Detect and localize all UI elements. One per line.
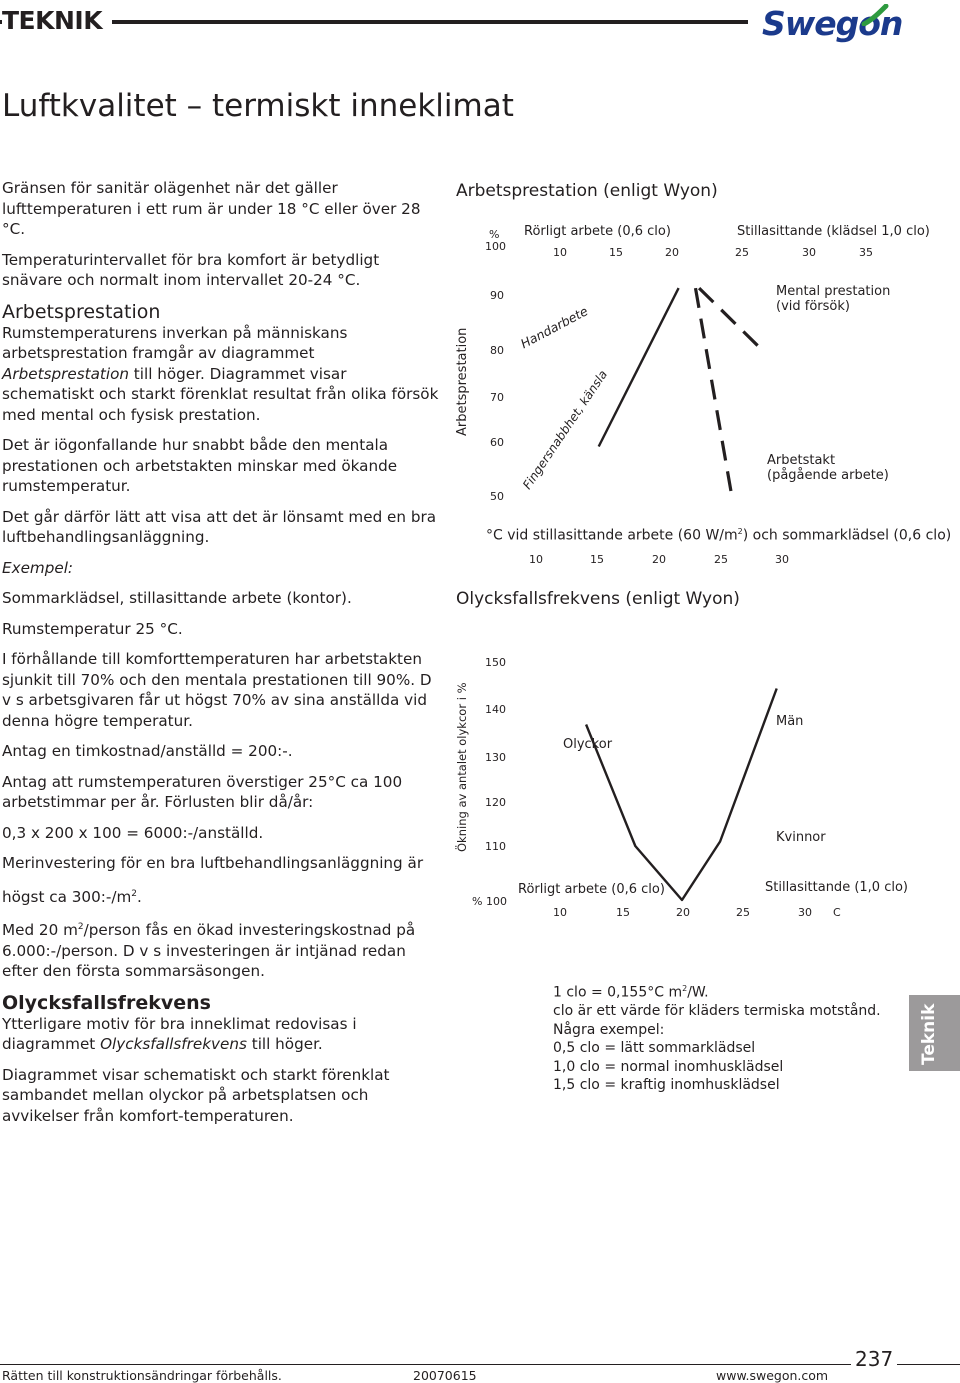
chart2-title: Olycksfallsfrekvens (enligt Wyon)	[456, 589, 740, 609]
chart2-y-tick: 120	[485, 796, 506, 809]
chart2-x-tick: 15	[616, 906, 630, 919]
chart2-y-bottom: % 100	[472, 895, 507, 908]
note-line: 1 clo = 0,155°C $m^2/W$.	[553, 984, 709, 1001]
paragraph: Ytterligare motiv för bra inneklimat redovisas i diagrammet Olycksfallsfrekvens till höger.	[2, 1014, 357, 1054]
footer-date: 20070615	[413, 1368, 477, 1383]
chart1-annotation-mental-sub: (vid försök)	[776, 299, 850, 314]
footer-disclaimer: Rätten till konstruktionsändringar förbehålls.	[2, 1368, 282, 1383]
paragraph: Det går därför lätt att visa att det är lönsamt med en bra luftbehandlingsanläggning.	[2, 507, 437, 546]
chart1-top-tick: 30	[802, 246, 816, 259]
chart2-series-0	[586, 689, 777, 901]
chart1-annotation-mental: Mental prestation	[776, 284, 891, 299]
chart1-y-tick: 50	[490, 490, 504, 503]
chart2-y-axis-label: Ökning av antalet olykcor i %	[455, 682, 469, 852]
chart2-bottom-right-label: Stillasittande (1,0 clo)	[765, 880, 908, 895]
chart1-top-tick: 35	[859, 246, 873, 259]
paragraph: Sommarklädsel, stillasittande arbete (kontor).	[2, 589, 352, 607]
chart1-y-axis-label: Arbetsprestation	[455, 327, 470, 436]
chart2-x-tick: 25	[736, 906, 750, 919]
chart2-x-unit: C	[833, 906, 841, 919]
chart1-top-right-label: Stillasittande (klädsel 1,0 clo)	[737, 224, 930, 239]
section-label: TEKNIK	[2, 6, 112, 35]
paragraph: högst ca $300:-/m^2$.	[2, 887, 142, 906]
chart1-y-tick: 90	[490, 289, 504, 302]
side-tab-label: Teknik	[919, 1003, 939, 1065]
chart2-y-tick: 150	[485, 656, 506, 669]
chart2-y-tick: 110	[485, 840, 506, 853]
chart2-x-tick: 20	[676, 906, 690, 919]
footer-website: www.swegon.com	[716, 1368, 829, 1383]
chart1-top-tick: 20	[665, 246, 679, 259]
paragraph: Diagrammet visar schematiskt och starkt förenklat sambandet mellan olyckor på arbetsplatsen och avvikelser från komfort-temperaturen.	[2, 1065, 390, 1125]
footer-rule	[0, 1364, 960, 1365]
chart2-annotation-kvinnor: Kvinnor	[776, 830, 826, 845]
note-line: Några exempel:	[553, 1021, 665, 1038]
paragraph: Antag en timkostnad/anställd = 200:-.	[2, 742, 293, 760]
paragraph: Rumstemperatur 25 °C.	[2, 619, 183, 638]
clo-notes	[553, 980, 881, 1095]
paragraph: Merinvestering för en bra luftbehandlingsanläggning är	[2, 854, 424, 872]
chart1-top-tick: 15	[609, 246, 623, 259]
chart1-y-unit: %	[489, 228, 500, 241]
note-line: 1,5 clo = kraftig inomhusklädsel	[553, 1077, 780, 1094]
heading-arbetsprestation: Arbetsprestation	[2, 300, 161, 323]
chart1-x-tick: 10	[529, 553, 543, 566]
chart2-y-tick: 140	[485, 703, 506, 716]
paragraph: Temperaturintervallet för bra komfort är betydligt snävare och normalt inom intervallet 20-24 °C.	[2, 250, 380, 289]
chart2-annotation-man: Män	[776, 714, 804, 729]
paragraph: Rumstemperaturens inverkan på människans arbetsprestation framgår av diagrammet Arbetsprestation till höger. Diagrammet visar schematiskt och starkt förenklat resultat från olika försök med mental och fysisk prestation.	[2, 323, 439, 424]
chart1-y-tick: 60	[490, 436, 504, 449]
chart1-top-tick: 25	[735, 246, 749, 259]
paragraph: Med 20 $m^2$/person fås en ökad investeringskostnad på 6.000:-/person. D v s investeringen är intjänad redan efter den första sommarsäsongen.	[2, 921, 416, 981]
paragraph: Det är iögonfallande hur snabbt både den mentala prestationen och arbetstakten minskar med ökande rumstemperatur.	[2, 436, 398, 495]
chart1-y-tick: 100	[485, 240, 506, 253]
chart1-y-tick: 80	[490, 344, 504, 357]
chart1-x-tick: 20	[652, 553, 666, 566]
paragraph: Gränsen för sanitär olägenhet när det gäller lufttemperaturen i ett rum är under 18 °C eller över 28 °C.	[2, 179, 421, 238]
chart2-x-tick: 10	[553, 906, 567, 919]
chart1-top-tick: 10	[553, 246, 567, 259]
heading-olycksfallsfrekvens: Olycksfallsfrekvens	[2, 991, 211, 1014]
chart1-annotation-handarbete: Handarbete	[518, 303, 591, 352]
swegon-logo: Swegon	[762, 4, 903, 43]
page-title: Luftkvalitet – termiskt inneklimat	[2, 88, 514, 124]
chart1-top-left-label: Rörligt arbete (0,6 clo)	[524, 224, 671, 239]
chart1-y-tick: 70	[490, 391, 504, 404]
note-line: clo är ett värde för kläders termiska motstånd.	[553, 1003, 881, 1020]
paragraph: Antag att rumstemperaturen överstiger 25°C ca 100 arbetstimmar per år. Förlusten blir då/år:	[2, 772, 403, 811]
side-tab	[909, 995, 960, 1071]
paragraph: I förhållande till komforttemperaturen har arbetstakten sjunkit till 70% och den mentala prestationen till 90%. D v s arbetsgivaren får ut högst 70% av sina anställda vid denna högre temperatur.	[2, 650, 432, 730]
chart1-annotation-fingersnabbhet: Fingersnabbhet, känsla	[520, 367, 611, 492]
chart1-annotation-arbetstakt: Arbetstakt	[767, 453, 836, 468]
page-number: 237	[851, 1347, 897, 1371]
paragraph: 0,3 x 200 x 100 = 6000:-/anställd.	[2, 823, 264, 842]
note-line: 1,0 clo = normal inomhusklädsel	[553, 1058, 784, 1075]
chart1-title: Arbetsprestation (enligt Wyon)	[456, 181, 718, 201]
chart1-x-tick: 15	[590, 553, 604, 566]
note-line: 0,5 clo = lätt sommarklädsel	[553, 1040, 756, 1057]
chart1-annotation-arbetstakt-sub: (pågående arbete)	[767, 468, 889, 483]
chart2-x-tick: 30	[798, 906, 812, 919]
chart1-x-tick: 25	[714, 553, 728, 566]
chart2-y-tick: 130	[485, 751, 506, 764]
chart2-bottom-left-label: Rörligt arbete (0,6 clo)	[518, 882, 665, 897]
chart1-x-axis-label: °C vid stillasittande arbete (60 $W/m^2$) och sommarklädsel (0,6 clo)	[486, 527, 952, 544]
exempel-label: Exempel:	[2, 558, 74, 577]
chart1-x-tick: 30	[775, 553, 789, 566]
chart2-annotation-olyckor: Olyckor	[563, 737, 613, 752]
